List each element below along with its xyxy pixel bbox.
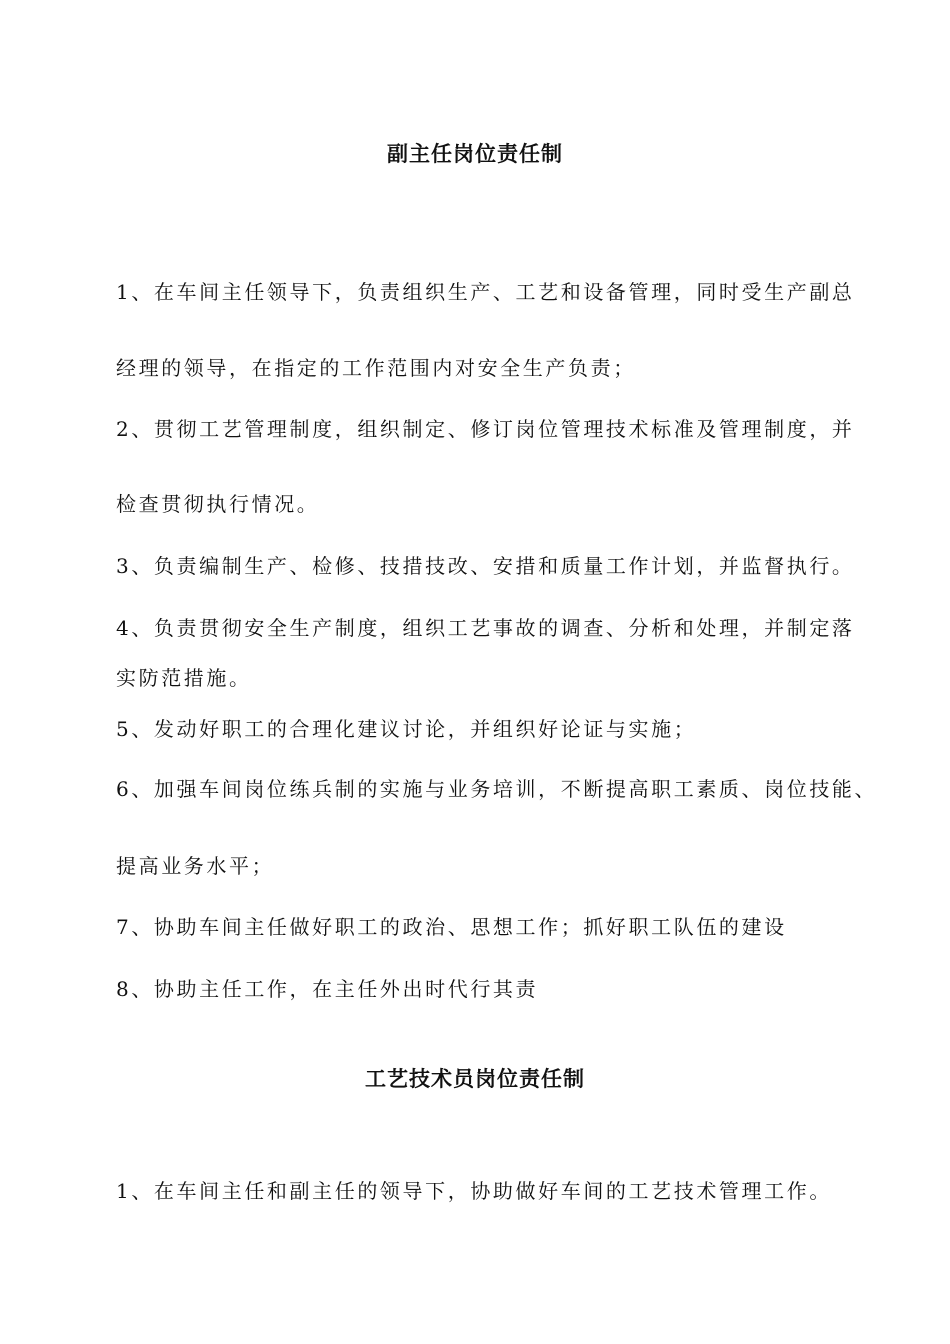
paragraph-line: 3、负责编制生产、检修、技措技改、安措和质量工作计划，并监督执行。: [116, 554, 855, 578]
section-title-process-technician: 工艺技术员岗位责任制: [365, 1067, 585, 1091]
paragraph-line: 7、协助车间主任做好职工的政治、思想工作；抓好职工队伍的建设: [116, 915, 787, 939]
paragraph-line: 1、在车间主任和副主任的领导下，协助做好车间的工艺技术管理工作。: [116, 1179, 832, 1203]
paragraph-line: 8、协助主任工作，在主任外出时代行其责: [116, 977, 539, 1001]
paragraph-line: 5、发动好职工的合理化建议讨论，并组织好论证与实施；: [116, 717, 697, 741]
section-title-deputy-director: 副主任岗位责任制: [387, 142, 563, 166]
paragraph-line: 1、在车间主任领导下，负责组织生产、工艺和设备管理，同时受生产副总: [116, 280, 855, 304]
paragraph-line: 提高业务水平；: [116, 854, 275, 878]
paragraph-line: 实防范措施。: [116, 666, 252, 690]
paragraph-line: 6、加强车间岗位练兵制的实施与业务培训，不断提高职工素质、岗位技能、: [116, 777, 878, 801]
paragraph-line: 检查贯彻执行情况。: [116, 492, 320, 516]
paragraph-line: 2、贯彻工艺管理制度，组织制定、修订岗位管理技术标准及管理制度，并: [116, 417, 855, 441]
paragraph-line: 经理的领导，在指定的工作范围内对安全生产负责；: [116, 356, 636, 380]
paragraph-line: 4、负责贯彻安全生产制度，组织工艺事故的调查、分析和处理，并制定落: [116, 616, 855, 640]
